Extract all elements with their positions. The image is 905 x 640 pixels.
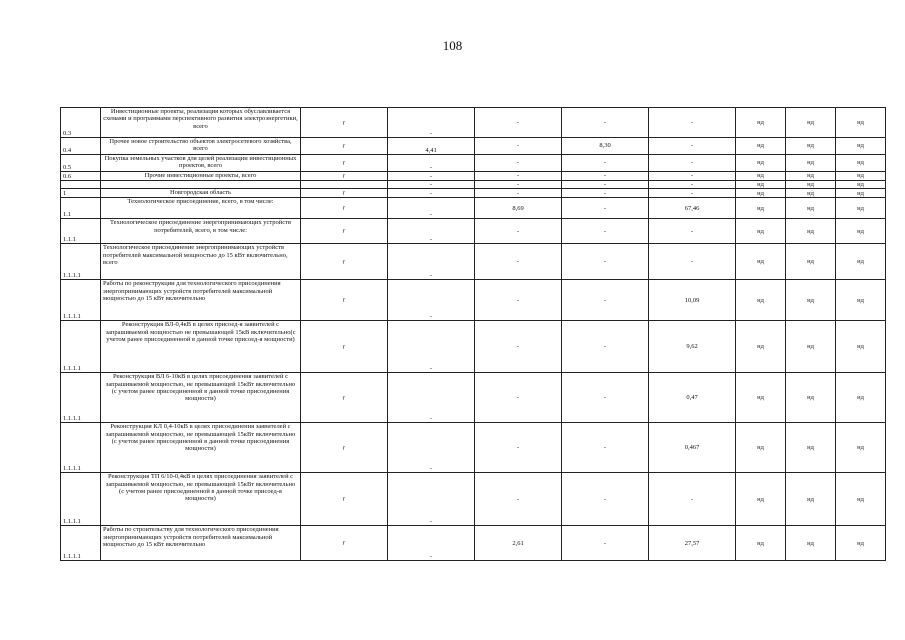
row-value-5: нд bbox=[736, 473, 786, 526]
table-row bbox=[61, 526, 886, 561]
row-unit: г bbox=[342, 394, 346, 402]
row-value-2: - bbox=[475, 423, 562, 473]
row-value-6: нд bbox=[786, 155, 836, 172]
row-value-3: - bbox=[562, 181, 649, 189]
row-value-2: - bbox=[475, 138, 562, 155]
row-value-6: нд bbox=[786, 473, 836, 526]
row-value-2: - bbox=[475, 280, 562, 321]
row-value-4: - bbox=[649, 189, 736, 198]
row-name: Покупка земельных участков для целей реализации инвестиционных проектов, всего bbox=[101, 155, 301, 172]
row-value-6: нд bbox=[786, 172, 836, 181]
row-value-1: - bbox=[388, 219, 475, 244]
row-unit: г bbox=[342, 258, 346, 266]
row-value-3: - bbox=[562, 280, 649, 321]
row-value-1: - bbox=[388, 198, 475, 219]
row-value-1 bbox=[301, 526, 388, 561]
row-name bbox=[101, 181, 301, 189]
row-value-1 bbox=[301, 108, 388, 138]
row-value-2: - bbox=[475, 108, 562, 138]
row-name: Инвестиционные проекты, реализация которых обуславливается схемами и программами перспективного развития электроэнергетики, всего bbox=[101, 108, 301, 138]
row-value-3: - bbox=[562, 155, 649, 172]
row-value-1: - bbox=[388, 321, 475, 373]
row-value-1: - bbox=[388, 155, 475, 172]
row-value-2: 8,69 bbox=[475, 198, 562, 219]
row-number: 0.4 bbox=[61, 138, 101, 155]
row-name: Технологическое присоединение энергопринимающих устройств потребителей, всего, в том числе: bbox=[101, 219, 301, 244]
row-value-6: нд bbox=[786, 280, 836, 321]
row-value-1: - bbox=[388, 244, 475, 280]
row-name: Новгородская область bbox=[101, 189, 301, 198]
table-row bbox=[61, 423, 886, 473]
row-value-4: - bbox=[649, 473, 736, 526]
table-row bbox=[61, 244, 886, 280]
row-value-5: нд bbox=[736, 526, 786, 561]
row-name: Работы по реконструкции для технологического присоединения энергопринимающих устройств потребителей максимальной мощностью до 15 кВт включительно bbox=[101, 280, 301, 321]
row-value-1 bbox=[301, 423, 388, 473]
row-number: 1.1.1.1 bbox=[61, 321, 101, 373]
row-number: 1 bbox=[61, 189, 101, 198]
row-value-1 bbox=[301, 473, 388, 526]
table-row bbox=[61, 219, 886, 244]
row-value-6: нд bbox=[786, 138, 836, 155]
row-value-3: - bbox=[562, 473, 649, 526]
row-unit: г bbox=[342, 227, 346, 235]
row-value-1: - bbox=[388, 172, 475, 181]
row-value-4: - bbox=[649, 108, 736, 138]
row-value-1: - bbox=[388, 181, 475, 189]
page-number: 108 bbox=[442, 38, 463, 53]
row-value-1 bbox=[301, 321, 388, 373]
row-name: Реконструкция ВЛ-0,4кВ в целях присоед-я заявителей с запрашиваемой мощностью не превышающей 15кВ включительно(с учетом ранее присоединенной в данной точке присоед-я мощности) bbox=[101, 321, 301, 373]
table-row bbox=[61, 108, 886, 138]
row-value-2: - bbox=[475, 473, 562, 526]
row-number: 1.1.1.1 bbox=[61, 280, 101, 321]
row-value-6: нд bbox=[786, 423, 836, 473]
row-value-4: 0,47 bbox=[649, 373, 736, 423]
row-value-2: - bbox=[475, 181, 562, 189]
row-value-1: 4,41 bbox=[388, 138, 475, 155]
row-value-3: - bbox=[562, 373, 649, 423]
row-value-5: нд bbox=[736, 198, 786, 219]
row-value-3: - bbox=[562, 526, 649, 561]
row-name: Работы по строительству для технологического присоединения энергопринимающих устройств потребителей максимальной мощностью до 15 кВт включительно bbox=[101, 526, 301, 561]
row-value-7: нд bbox=[836, 172, 886, 181]
row-value-7: нд bbox=[836, 423, 886, 473]
row-value-5: нд bbox=[736, 321, 786, 373]
row-value-1: - bbox=[388, 526, 475, 561]
row-value-3: - bbox=[562, 244, 649, 280]
investment-table bbox=[60, 107, 886, 561]
row-value-3: - bbox=[562, 108, 649, 138]
row-value-2: - bbox=[475, 155, 562, 172]
row-number: 0.6 bbox=[61, 172, 101, 181]
row-value-1 bbox=[301, 280, 388, 321]
table-row bbox=[61, 189, 886, 198]
row-value-3: - bbox=[562, 189, 649, 198]
row-value-4: 27,57 bbox=[649, 526, 736, 561]
row-value-2: - bbox=[475, 373, 562, 423]
row-number: 1.1.1.1 bbox=[61, 423, 101, 473]
row-value-7: нд bbox=[836, 373, 886, 423]
table-row bbox=[61, 373, 886, 423]
row-value-1 bbox=[301, 155, 388, 172]
row-value-1: - bbox=[388, 373, 475, 423]
row-value-5: нд bbox=[736, 155, 786, 172]
row-value-4: - bbox=[649, 244, 736, 280]
row-value-2: - bbox=[475, 189, 562, 198]
row-value-2: - bbox=[475, 321, 562, 373]
row-value-1 bbox=[301, 138, 388, 155]
row-value-3: - bbox=[562, 219, 649, 244]
row-name: Прочие инвестиционные проекты, всего bbox=[101, 172, 301, 181]
row-name: Реконструкция ТП 6/10-0,4кВ в целях присоединения заявителей с запрашиваемой мощностью, не превышающей 15кВт включительно (с учетом ранее присоединенной в данной точке присоед-я мощности) bbox=[101, 473, 301, 526]
row-value-7: нд bbox=[836, 219, 886, 244]
row-value-3: - bbox=[562, 423, 649, 473]
row-number: 1.1.1 bbox=[61, 219, 101, 244]
row-value-6: нд bbox=[786, 244, 836, 280]
row-value-1: - bbox=[388, 473, 475, 526]
row-value-1: - bbox=[388, 423, 475, 473]
row-value-6: нд bbox=[786, 321, 836, 373]
row-value-4: - bbox=[649, 181, 736, 189]
row-unit: г bbox=[342, 142, 346, 150]
row-value-1 bbox=[301, 198, 388, 219]
table-row bbox=[61, 321, 886, 373]
row-value-6: нд bbox=[786, 108, 836, 138]
row-value-1 bbox=[301, 244, 388, 280]
row-value-6: нд bbox=[786, 373, 836, 423]
row-value-4: - bbox=[649, 138, 736, 155]
row-unit: г bbox=[342, 444, 346, 452]
row-value-7: нд bbox=[836, 198, 886, 219]
row-unit: г bbox=[342, 159, 346, 167]
row-value-5: нд bbox=[736, 108, 786, 138]
row-unit: г bbox=[342, 539, 346, 547]
row-number: 1.1.1.1 bbox=[61, 244, 101, 280]
row-value-5: нд bbox=[736, 244, 786, 280]
row-value-7: нд bbox=[836, 473, 886, 526]
row-value-1 bbox=[301, 219, 388, 244]
row-value-5: нд bbox=[736, 373, 786, 423]
row-value-4: 0,467 bbox=[649, 423, 736, 473]
row-value-3: 8,30 bbox=[562, 138, 649, 155]
row-name: Реконструкция ВЛ 6-10кВ в целях присоединения заявителей с запрашиваемой мощностью, не превышающей 15кВт включительно (с учетом ранее присоединенной в данной точке присоединения мощности) bbox=[101, 373, 301, 423]
row-number: 0.3 bbox=[61, 108, 101, 138]
row-value-4: - bbox=[649, 172, 736, 181]
row-value-2: - bbox=[475, 244, 562, 280]
row-name: Технологическое присоединение, всего, в том числе: bbox=[101, 198, 301, 219]
table-row bbox=[61, 155, 886, 172]
row-value-6: нд bbox=[786, 198, 836, 219]
row-value-1: - bbox=[388, 108, 475, 138]
row-unit: г bbox=[342, 189, 346, 197]
row-value-4: 67,46 bbox=[649, 198, 736, 219]
row-value-2: - bbox=[475, 172, 562, 181]
row-value-1 bbox=[301, 373, 388, 423]
row-value-4: - bbox=[649, 155, 736, 172]
row-name: Реконструкция КЛ 0,4-10кВ в целях присоединения заявителей с запрашиваемой мощностью, не превышающей 15кВт включительно (с учетом ранее присоединенной в данной точке присоединения мощности) bbox=[101, 423, 301, 473]
row-unit: г bbox=[342, 296, 346, 304]
row-value-1 bbox=[301, 181, 388, 189]
table-row bbox=[61, 198, 886, 219]
row-value-7: нд bbox=[836, 181, 886, 189]
row-value-7: нд bbox=[836, 155, 886, 172]
row-unit: г bbox=[342, 118, 346, 126]
row-number: 1.1.1.1 bbox=[61, 373, 101, 423]
row-value-6: нд bbox=[786, 219, 836, 244]
row-number: 1.1.1.1 bbox=[61, 526, 101, 561]
table-row bbox=[61, 138, 886, 155]
row-unit: г bbox=[342, 343, 346, 351]
row-value-7: нд bbox=[836, 108, 886, 138]
row-value-1: - bbox=[388, 280, 475, 321]
row-value-7: нд bbox=[836, 526, 886, 561]
row-value-7: нд bbox=[836, 138, 886, 155]
row-value-2: - bbox=[475, 219, 562, 244]
row-value-3: - bbox=[562, 321, 649, 373]
row-value-1: - bbox=[388, 189, 475, 198]
row-value-1 bbox=[301, 172, 388, 181]
row-number: 0.5 bbox=[61, 155, 101, 172]
row-value-6: нд bbox=[786, 526, 836, 561]
row-value-5: нд bbox=[736, 138, 786, 155]
row-value-7: нд bbox=[836, 321, 886, 373]
row-value-5: нд bbox=[736, 172, 786, 181]
row-value-4: 9,62 bbox=[649, 321, 736, 373]
row-unit: г bbox=[342, 204, 346, 212]
table-row bbox=[61, 473, 886, 526]
row-name: Технологическое присоединение энергопринимающих устройств потребителей максимальной мощностью до 15 кВт включительно, всего bbox=[101, 244, 301, 280]
table-row bbox=[61, 280, 886, 321]
row-value-3: - bbox=[562, 172, 649, 181]
row-value-5: нд bbox=[736, 219, 786, 244]
row-value-5: нд bbox=[736, 181, 786, 189]
row-value-5: нд bbox=[736, 189, 786, 198]
row-number: 1.1.1.1 bbox=[61, 473, 101, 526]
row-value-1 bbox=[301, 189, 388, 198]
row-value-6: нд bbox=[786, 189, 836, 198]
table-row bbox=[61, 172, 886, 181]
row-value-4: - bbox=[649, 219, 736, 244]
row-value-4: 10,09 bbox=[649, 280, 736, 321]
row-value-5: нд bbox=[736, 280, 786, 321]
row-value-2: 2,61 bbox=[475, 526, 562, 561]
row-value-6: нд bbox=[786, 181, 836, 189]
row-value-3: - bbox=[562, 198, 649, 219]
row-value-7: нд bbox=[836, 244, 886, 280]
row-value-7: нд bbox=[836, 189, 886, 198]
row-unit: г bbox=[342, 172, 346, 180]
row-number bbox=[61, 181, 101, 189]
row-unit: г bbox=[342, 495, 346, 503]
row-number: 1.1 bbox=[61, 198, 101, 219]
table-row bbox=[61, 181, 886, 189]
row-value-7: нд bbox=[836, 280, 886, 321]
row-name: Прочее новое строительство объектов электросетевого хозяйства, всего bbox=[101, 138, 301, 155]
row-value-5: нд bbox=[736, 423, 786, 473]
